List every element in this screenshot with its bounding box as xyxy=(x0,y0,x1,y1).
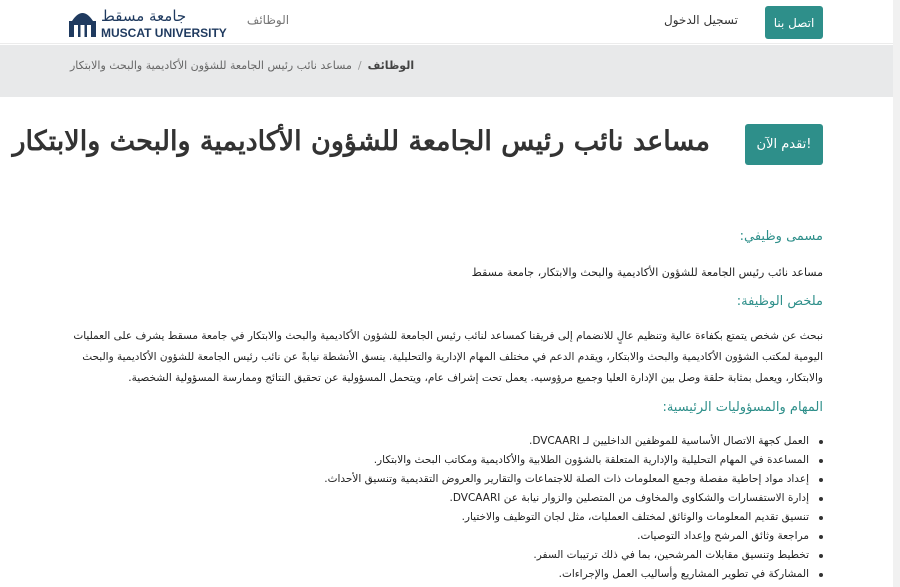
bullet-icon xyxy=(819,535,823,539)
logo-english-text: MUSCAT UNIVERSITY xyxy=(101,26,227,40)
site-header xyxy=(0,0,900,44)
summary-section xyxy=(70,294,823,309)
contact-us-button[interactable]: اتصل بنا xyxy=(765,6,823,39)
job-title-value-block xyxy=(70,262,823,283)
bullet-icon xyxy=(819,497,823,501)
responsibilities-heading: المهام والمسؤوليات الرئيسية: xyxy=(662,400,823,415)
page-title: مساعد نائب رئيس الجامعة للشؤون الأكاديمية والبحث والابتكار xyxy=(12,126,710,157)
summary-block xyxy=(70,326,823,389)
bullet-icon xyxy=(819,440,823,444)
apply-now-button[interactable]: !تقدم الآن xyxy=(745,124,823,165)
breadcrumb-current: مساعد نائب رئيس الجامعة للشؤون الأكاديمية والبحث والابتكار xyxy=(70,59,352,72)
responsibilities-section xyxy=(70,400,823,415)
responsibilities-block xyxy=(70,432,823,584)
jobs-nav-link[interactable]: الوظائف xyxy=(246,13,290,27)
list-item: تخطيط وتنسيق مقابلات المرشحين، بما في ذلك ترتيبات السفر. xyxy=(70,546,823,565)
bullet-icon xyxy=(819,573,823,577)
list-item: المساعدة في المهام التحليلية والإدارية المتعلقة بالشؤون الطلابية والأكاديمية ومكاتب البحث والابتكار. xyxy=(70,451,823,470)
list-item: تنسيق تقديم المعلومات والوثائق لمختلف العمليات، مثل لجان التوظيف والاختيار. xyxy=(70,508,823,527)
list-item: إعداد مواد إحاطية مفصلة وجمع المعلومات ذات الصلة للاجتماعات والتقارير والعروض التقديمية وتنسيق الأحداث. xyxy=(70,470,823,489)
breadcrumb xyxy=(70,59,414,72)
bullet-icon xyxy=(819,554,823,558)
breadcrumb-jobs-link[interactable]: الوظائف xyxy=(367,59,415,72)
page-scrollbar[interactable] xyxy=(893,0,900,587)
login-link[interactable]: تسجيل الدخول xyxy=(664,13,738,27)
logo-arabic-text: جامعة مسقط xyxy=(101,7,187,25)
list-item: المشاركة في تطوير المشاريع وأساليب العمل والإجراءات. xyxy=(70,565,823,584)
list-item: مراجعة وثائق المرشح وإعداد التوصيات. xyxy=(70,527,823,546)
bullet-icon xyxy=(819,478,823,482)
list-item: العمل كجهة الاتصال الأساسية للموظفين الداخليين لـ DVCAARI. xyxy=(70,432,823,451)
breadcrumb-separator: / xyxy=(357,59,362,72)
muscat-university-logo[interactable] xyxy=(69,5,229,40)
bullet-icon xyxy=(819,459,823,463)
summary-text: نبحث عن شخص يتمتع بكفاءة عالية وتنظيم عالٍ للانضمام إلى فريقنا كمساعد لنائب رئيس الجامعة للشؤون الأكاديمية والبحث والابتكار في جامعة مسقط يشرف على العمليات اليومية لمكتب الشؤون الأكاديمية والبحث والابتكار، ويقدم الدعم في مختلف المهام الإدارية والتحليلية. ينسق الأنشطة نيابةً عن نائب رئيس الجامعة للشؤون الأكاديمية والبحث والابتكار، ويعمل بمثابة حلقة وصل بين الإدارة العليا وجميع مرؤوسيه. يعمل تحت إشراف عام، ويتحمل المسؤولية عن تحقيق النتائج وممارسة المسؤولية الشخصية. xyxy=(73,330,823,384)
job-title-value: مساعد نائب رئيس الجامعة للشؤون الأكاديمية والبحث والابتكار، جامعة مسقط xyxy=(471,266,823,279)
job-title-heading: مسمى وظيفي: xyxy=(739,229,823,244)
job-title-section xyxy=(70,229,823,244)
responsibilities-list xyxy=(70,432,823,584)
summary-heading: ملخص الوظيفة: xyxy=(736,294,823,309)
breadcrumb-band xyxy=(0,45,900,97)
list-item: إدارة الاستفسارات والشكاوى والمخاوف من المتصلين والزوار نيابة عن DVCAARI. xyxy=(70,489,823,508)
bullet-icon xyxy=(819,516,823,520)
university-logo-icon xyxy=(69,7,96,37)
